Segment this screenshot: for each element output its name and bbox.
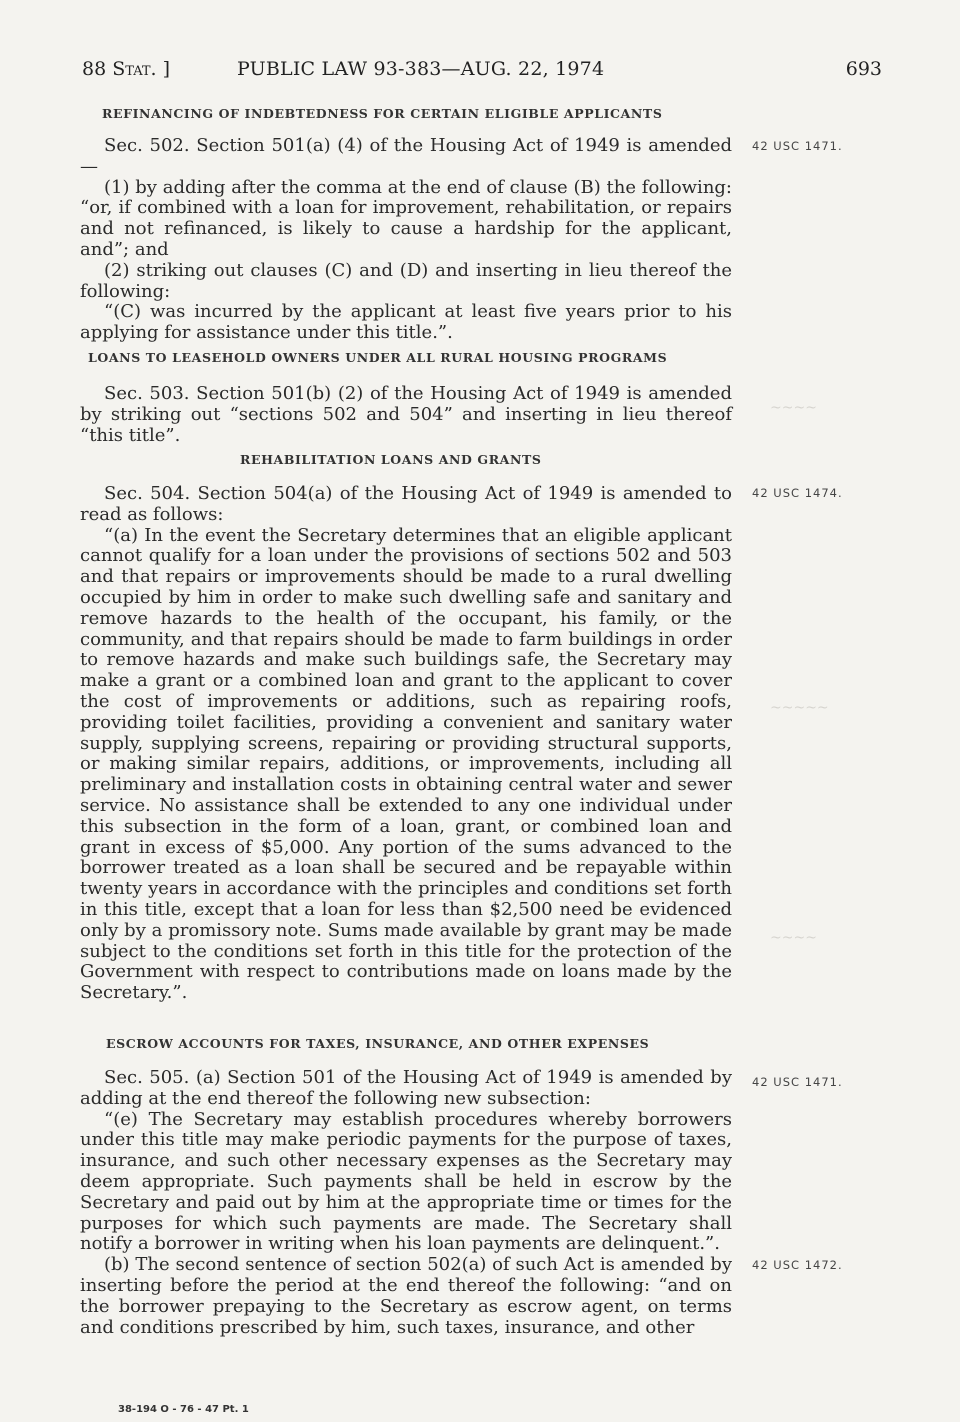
bleed-through-mark: ~~~~ — [770, 930, 817, 946]
paragraph: Sec. 502. Section 501(a) (4) of the Housing Act of 1949 is amended— — [80, 135, 732, 177]
paragraph: Sec. 504. Section 504(a) of the Housing Act of 1949 is amended to read as follows: — [80, 483, 732, 525]
paragraph: (b) The second sentence of section 502(a) of such Act is amended by inserting before the period at the end thereof the following: “and on the borrower prepaying to the Secretary as escrow agent, on terms and conditions prescribed by him, such taxes, insurance, and other — [80, 1254, 732, 1338]
section-503-body — [80, 384, 732, 446]
section-heading: REFINANCING OF INDEBTEDNESS FOR CERTAIN ELIGIBLE APPLICANTS — [102, 106, 663, 121]
page-number: 693 — [845, 58, 882, 80]
paragraph: (1) by adding after the comma at the end of clause (B) the following: “or, if combined with a loan for improvement, rehabilitation, or repairs and not refinanced, is likely to cause a hardship for the applicant, and”; and — [80, 176, 732, 260]
page-title: PUBLIC LAW 93-383—AUG. 22, 1974 — [237, 58, 605, 80]
margin-citation: 42 USC 1471. — [752, 139, 843, 153]
section-heading: ESCROW ACCOUNTS FOR TAXES, INSURANCE, AND OTHER EXPENSES — [106, 1036, 650, 1051]
margin-citation: 42 USC 1474. — [752, 486, 843, 500]
section-505-body — [80, 1068, 732, 1338]
section-502-body — [80, 136, 732, 344]
printing-footer: 38-194 O - 76 - 47 Pt. 1 — [118, 1404, 249, 1415]
paragraph: “(e) The Secretary may establish procedures whereby borrowers under this title may make periodic payments for the purpose of taxes, insurance, and such other necessary expenses as the Secretary may deem appropriate. Such payments shall be held in escrow by the Secretary and paid out by him at the appropriate time or times for the purposes for which such payments are made. The Secretary shall notify a borrower in writing when his loan payments are delinquent.”. — [80, 1108, 732, 1255]
paragraph: Sec. 505. (a) Section 501 of the Housing Act of 1949 is amended by adding at the end thereof the following new subsection: — [80, 1067, 732, 1109]
bleed-through-mark: ~~~~ — [770, 400, 817, 416]
bleed-through-mark: ~~~~~ — [770, 700, 829, 716]
paragraph: Sec. 503. Section 501(b) (2) of the Housing Act of 1949 is amended by striking out “sections 502 and 504” and inserting in lieu thereof “this title”. — [80, 383, 732, 446]
paragraph: “(a) In the event the Secretary determines that an eligible applicant cannot qualify for a loan under the provisions of sections 502 and 503 and that repairs or improvements should be made to a rural dwelling occupied by him in order to make such dwelling safe and sanitary and remove hazards to the health of the occupant, his family, or the community, and that repairs should be made to farm buildings in order to remove hazards and make such buildings safe, the Secretary may make a grant or a combined loan and grant to the applicant to cover the cost of improvements or additions, such as repairing roofs, providing toilet facilities, providing a convenient and sanitary water supply, supplying screens, repairing or providing structural supports, or making similar repairs, additions, or improvements, including all preliminary and installation costs in obtaining central water and sewer service. No assistance shall be extended to any one individual under this subsection in the form of a loan, grant, or combined loan and grant in excess of $5,000. Any portion of the sums advanced to the borrower treated as a loan shall be secured and be repayable within twenty years in accordance with the principles and conditions set forth in this title, except that a loan for less than $2,500 need be evidenced only by a promissory note. Sums made available by grant may be made subject to the conditions set forth in this title for the protection of the Government with respect to contributions made on loans made by the Secretary.”. — [80, 524, 732, 1004]
paragraph: (2) striking out clauses (C) and (D) and inserting in lieu thereof the following: — [80, 259, 732, 302]
section-heading: REHABILITATION LOANS AND GRANTS — [240, 452, 542, 467]
page-header — [82, 58, 882, 88]
paragraph: “(C) was incurred by the applicant at least five years prior to his applying for assistance under this title.”. — [80, 301, 732, 344]
statute-volume: 88 Stat. ] — [82, 58, 171, 80]
section-504-body — [80, 484, 732, 1004]
margin-citation: 42 USC 1472. — [752, 1258, 843, 1272]
section-heading: LOANS TO LEASEHOLD OWNERS UNDER ALL RURAL HOUSING PROGRAMS — [88, 350, 668, 365]
margin-citation: 42 USC 1471. — [752, 1075, 843, 1089]
